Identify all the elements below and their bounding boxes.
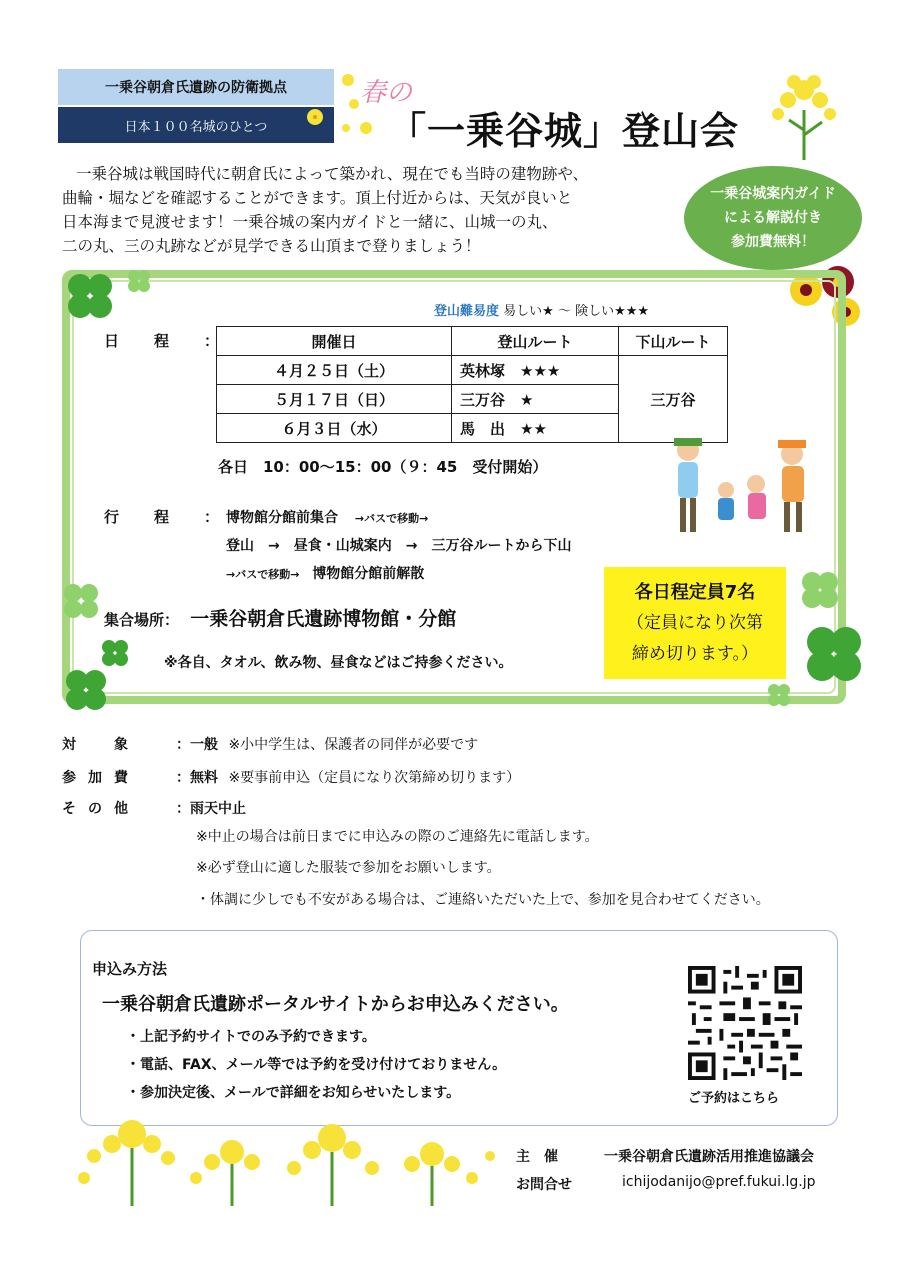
itinerary-bus: →バスで移動→ [354, 512, 429, 525]
clover-icon [764, 680, 794, 710]
target-key: 対 象 [62, 737, 140, 753]
page-title: 「一乗谷城」登山会 [388, 109, 740, 153]
itinerary-label: 行 程 ： [104, 508, 230, 526]
col-date: 開催日 [217, 327, 452, 356]
bring-note: ※各自、タオル、飲み物、昼食などはご持参ください。 [164, 655, 513, 671]
capacity-line: （定員になり次第 [627, 612, 763, 633]
difficulty-label: 登山難易度 [434, 304, 500, 319]
itinerary-bus: →バスで移動→ [226, 568, 300, 581]
meeting-label: 集合場所： [104, 611, 180, 629]
guide-badge-line: 参加費無料！ [731, 234, 815, 250]
schedule-table [216, 326, 728, 443]
cell-route: 馬 出 ★★ [452, 414, 619, 443]
application-bullet: ・上記予約サイトでのみ予約できます。 [126, 1029, 376, 1045]
itinerary-line3 [226, 563, 424, 583]
guide-badge-line: による解説付き [724, 210, 822, 226]
difficulty-scale: 易しい★ ～ 険しい★★★ [503, 304, 650, 319]
cell-descent: 三万谷 [619, 356, 728, 443]
intro-line: 二の丸、三の丸跡などが見学できる山頂まで登りましょう！ [62, 237, 481, 255]
title-prefix: 春の [360, 78, 413, 108]
qr-caption: ご予約はこちら [688, 1091, 780, 1106]
other-value: ：雨天中止 [176, 801, 246, 817]
intro-text [62, 162, 702, 258]
tag-defense-base: 一乗谷朝倉氏遺跡の防衛拠点 [58, 69, 334, 105]
small-flower-icon [338, 70, 378, 140]
fee-note: ※要事前申込（定員になり次第締め切ります） [228, 770, 521, 786]
intro-line: 日本海まで見渡せます！一乗谷城の案内ガイドと一緒に、山城一の丸、 [62, 213, 558, 231]
clover-icon [796, 566, 844, 614]
target-row [176, 734, 478, 754]
capacity-line: 各日程定員7名 [634, 581, 756, 603]
schedule-time: 各日 10：00～15：00（９：45 受付開始） [218, 458, 548, 476]
application-heading: 申込み方法 [92, 960, 168, 978]
host-key: 主 催 [516, 1149, 558, 1165]
other-note: ※中止の場合は前日までに申込みの際のご連絡先に電話します。 [196, 829, 599, 845]
fee-value: ：無料 [176, 770, 218, 786]
itinerary-start: 博物館分館前集合 [226, 510, 338, 526]
cell-date: ５月１７日（日） [217, 385, 452, 414]
schedule-label: 日 程 ： [104, 332, 230, 350]
contact-email[interactable]: ichijodanijo@pref.fukui.lg.jp [622, 1174, 816, 1190]
target-value: ：一般 [176, 737, 218, 753]
clover-icon [60, 664, 112, 716]
meeting-value: 一乗谷朝倉氏遺跡博物館・分館 [190, 608, 457, 630]
application-main: 一乗谷朝倉氏遺跡ポータルサイトからお申込みください。 [102, 994, 569, 1015]
difficulty-legend [434, 300, 649, 319]
target-note: ※小中学生は、保護者の同伴が必要です [228, 737, 479, 753]
table-row [217, 356, 728, 385]
itinerary-line1 [226, 507, 428, 527]
contact-key: お問合せ [516, 1177, 572, 1193]
meeting-place [104, 604, 456, 631]
capacity-box [604, 567, 786, 679]
rapeseed-field-icon [72, 1108, 502, 1208]
fee-row [176, 767, 520, 787]
capacity-line: 締め切ります。） [631, 643, 759, 664]
table-header-row [217, 327, 728, 356]
qr-code-icon[interactable] [688, 966, 802, 1080]
application-bullet: ・参加決定後、メールで詳細をお知らせいたします。 [126, 1085, 461, 1101]
col-climb-route: 登山ルート [452, 327, 619, 356]
hikers-illustration-icon [660, 430, 820, 540]
fee-key: 参加費 [62, 770, 140, 786]
small-flower-icon [300, 102, 330, 132]
clover-icon [60, 266, 120, 326]
host-value: 一乗谷朝倉氏遺跡活用推進協議会 [604, 1149, 814, 1165]
itinerary-end: 博物館分館前解散 [312, 566, 425, 582]
other-key: その他 [62, 801, 140, 817]
rapeseed-flower-icon [764, 70, 844, 160]
col-descent-route: 下山ルート [619, 327, 728, 356]
other-note: ※必ず登山に適した服装で参加をお願いします。 [196, 860, 501, 876]
clover-icon [800, 620, 868, 688]
clover-icon [58, 578, 104, 624]
cell-route: 三万谷 ★ [452, 385, 619, 414]
clover-icon [124, 266, 154, 296]
cell-date: ４月２５日（土） [217, 356, 452, 385]
intro-line: 一乗谷城は戦国時代に朝倉氏によって築かれ、現在でも当時の建物跡や、 [76, 165, 589, 183]
other-row [176, 798, 246, 818]
itinerary-line2: 登山 → 昼食・山城案内 → 三万谷ルートから下山 [226, 538, 572, 554]
tag-100-castles: 日本１００名城のひとつ [58, 107, 334, 143]
guide-badge-line: 一乗谷城案内ガイド [710, 186, 836, 202]
intro-line: 曲輪・堀などを確認することができます。頂上付近からは、天気が良いと [62, 189, 573, 207]
cell-date: ６月３日（水） [217, 414, 452, 443]
cell-route: 英林塚 ★★★ [452, 356, 619, 385]
guide-badge [684, 166, 862, 270]
other-note: ・体調に少しでも不安がある場合は、ご連絡いただいた上で、参加を見合わせてください。 [196, 892, 770, 908]
application-bullet: ・電話、FAX、メール等では予約を受け付けておりません。 [126, 1057, 507, 1073]
